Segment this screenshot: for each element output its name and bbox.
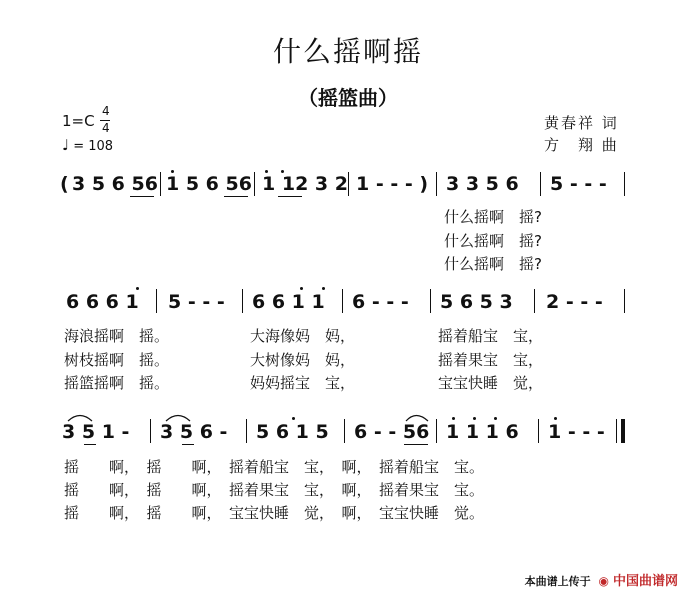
row1-measure-3: 1 12 3 2 — [262, 173, 348, 195]
row2-lyric-v1-a: 海浪摇啊 摇。 — [64, 327, 170, 345]
row2-lyric-v3-b: 妈妈摇宝 宝， — [250, 374, 356, 392]
row3-lyric-verse-3: 摇 啊， 摇 啊， 宝宝快睡 觉， 啊， 宝宝快睡 觉。 — [64, 504, 485, 522]
row1-measure-1: 3 5 6 56 — [72, 173, 158, 195]
row2-measure-5: 5 6 5 3 — [440, 291, 513, 313]
row1-measure-2: 1 5 6 56 — [166, 173, 252, 195]
composer-credit: 方 翔 曲 — [544, 136, 619, 154]
slur — [406, 416, 428, 422]
song-subtitle: （摇篮曲） — [298, 86, 398, 110]
row1-measure-5: 3 3 5 6 — [446, 173, 519, 195]
slur — [166, 416, 190, 422]
row3-lyric-verse-2: 摇 啊， 摇 啊， 摇着果宝 宝， 啊， 摇着果宝 宝。 — [64, 481, 485, 499]
lyricist-credit: 黄春祥 词 — [544, 114, 619, 132]
row3-lyric-verse-1: 摇 啊， 摇 啊， 摇着船宝 宝， 啊， 摇着船宝 宝。 — [64, 458, 485, 476]
intro-paren-open: ( — [60, 173, 69, 195]
row2-measure-4: 6 - - - — [352, 291, 409, 313]
row2-lyric-v2-a: 树枝摇啊 摇。 — [64, 351, 170, 369]
row3-measure-5: 1 1 1 6 — [446, 421, 519, 443]
quarter-note-icon: ♩ — [62, 136, 70, 154]
row2-lyric-v3-a: 摇篮摇啊 摇。 — [64, 374, 170, 392]
time-signature-bottom: 4 — [102, 121, 110, 135]
row3-measure-4: 6 - - 56 — [354, 421, 430, 443]
key-signature: 1=C — [62, 112, 95, 130]
row2-lyric-v2-b: 大树像妈 妈， — [250, 351, 356, 369]
row2-measure-1: 6 6 6 1 — [66, 291, 139, 313]
row3-measure-6: 1 - - - — [548, 421, 605, 443]
site-logo-icon: ◉ — [598, 574, 609, 588]
row2-lyric-v1-c: 摇着船宝 宝， — [438, 327, 544, 345]
row2-lyric-v1-b: 大海像妈 妈， — [250, 327, 356, 345]
row1-lyric-verse-1: 什么摇啊 摇? — [444, 208, 542, 226]
row2-lyric-v3-c: 宝宝快睡 觉， — [438, 374, 544, 392]
row2-measure-3: 6 6 1 1 — [252, 291, 325, 313]
row1-lyric-verse-3: 什么摇啊 摇? — [444, 255, 542, 273]
footer-brand: 中国曲谱网 — [612, 574, 678, 589]
row3-measure-1: 3 5 1 - — [62, 421, 130, 443]
row2-lyric-v2-c: 摇着果宝 宝， — [438, 351, 544, 369]
row3-measure-2: 3 5 6 - — [160, 421, 228, 443]
row1-measure-4: 1 - - - ) — [356, 173, 429, 195]
row3-measure-3: 5 6 1 5 — [256, 421, 329, 443]
row1-lyric-verse-2: 什么摇啊 摇? — [444, 232, 542, 250]
time-signature-top: 4 — [102, 104, 110, 118]
row2-measure-2: 5 - - - — [168, 291, 225, 313]
row1-measure-6: 5 - - - — [550, 173, 607, 195]
footer-watermark — [525, 570, 678, 589]
slur — [68, 416, 92, 422]
row2-measure-6: 2 - - - — [546, 291, 603, 313]
song-title: 什么摇啊摇 — [272, 35, 423, 68]
footer-text: 本曲谱上传于 — [524, 575, 591, 588]
tempo-value: = 108 — [73, 139, 114, 154]
